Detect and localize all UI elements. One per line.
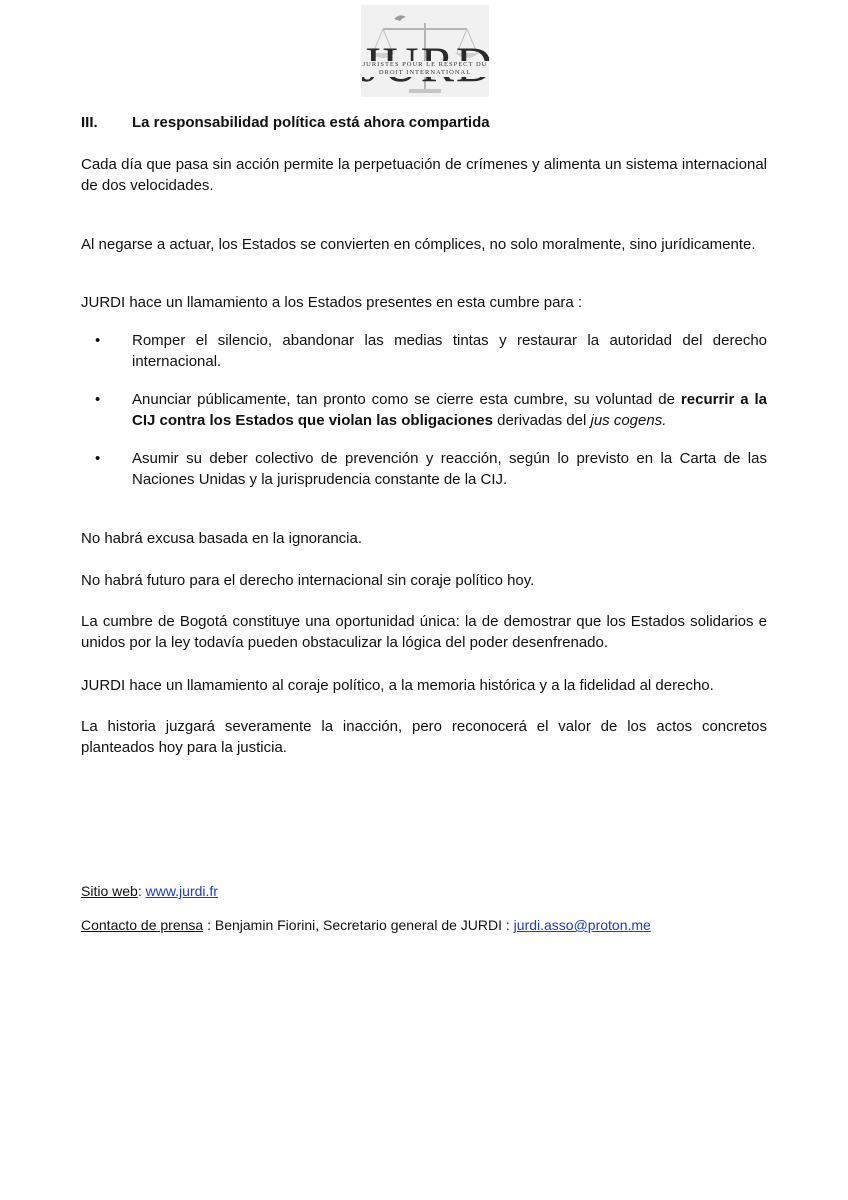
paragraph: Al negarse a actuar, los Estados se convierten en cómplices, no solo moralmente, sino jurídicamente. [81, 236, 756, 253]
paragraph: La cumbre de Bogotá constituye una oportunidad única: la de demostrar que los Estados solidarios e unidos por la ley todavía pueden obstaculizar la lógica del poder desenfrenado. [81, 613, 767, 651]
bullet-marker: • [95, 391, 101, 408]
footer-website [81, 882, 218, 900]
bullet-text-bold: recurrir a la CIJ contra los Estados que violan las obligaciones [132, 391, 767, 429]
bullet-item [132, 389, 767, 431]
press-email-link[interactable]: jurdi.asso@proton.me [513, 917, 651, 933]
website-link[interactable]: www.jurdi.fr [145, 883, 218, 899]
paragraph: JURDI hace un llamamiento al coraje político, a la memoria histórica y a la fidelidad al derecho. [81, 677, 714, 694]
section-title: La responsabilidad política está ahora compartida [132, 114, 490, 131]
section-heading [81, 114, 490, 131]
website-separator: : [137, 883, 146, 899]
section-number: III. [81, 114, 98, 131]
paragraph: JURDI hace un llamamiento a los Estados presentes en esta cumbre para : [81, 294, 583, 311]
bullet-text-italic: jus cogens. [590, 412, 667, 429]
website-label: Sitio web [81, 883, 138, 899]
bullet-marker: • [95, 450, 101, 467]
bullet-text: derivadas del [492, 412, 591, 429]
bullet-text: Anunciar públicamente, tan pronto como se cierre esta cumbre, su voluntad de [132, 391, 681, 408]
bullet-marker: • [95, 332, 101, 349]
bullet-item: Asumir su deber colectivo de prevención y reacción, según lo previsto en la Carta de las Naciones Unidas y la jurisprudencia constante de la CIJ. [132, 450, 767, 488]
logo-subtitle-line2: DROIT INTERNATIONAL [361, 69, 489, 77]
paragraph: No habrá excusa basada en la ignorancia. [81, 530, 363, 547]
jurdi-logo [361, 5, 489, 97]
press-contact-label: Contacto de prensa [81, 917, 204, 933]
footer-press-contact [81, 916, 651, 934]
bullet-item: Romper el silencio, abandonar las medias tintas y restaurar la autoridad del derecho internacional. [132, 332, 767, 370]
paragraph: La historia juzgará severamente la inacción, pero reconocerá el valor de los actos concretos planteados hoy para la justicia. [81, 718, 767, 756]
paragraph: Cada día que pasa sin acción permite la perpetuación de crímenes y alimenta un sistema internacional de dos velocidades. [81, 156, 767, 194]
press-contact-text: : Benjamin Fiorini, Secretario general de JURDI : [203, 917, 514, 933]
paragraph: No habrá futuro para el derecho internacional sin coraje político hoy. [81, 572, 535, 589]
logo-subtitle-line1: JURISTES POUR LE RESPECT DU [362, 61, 488, 68]
